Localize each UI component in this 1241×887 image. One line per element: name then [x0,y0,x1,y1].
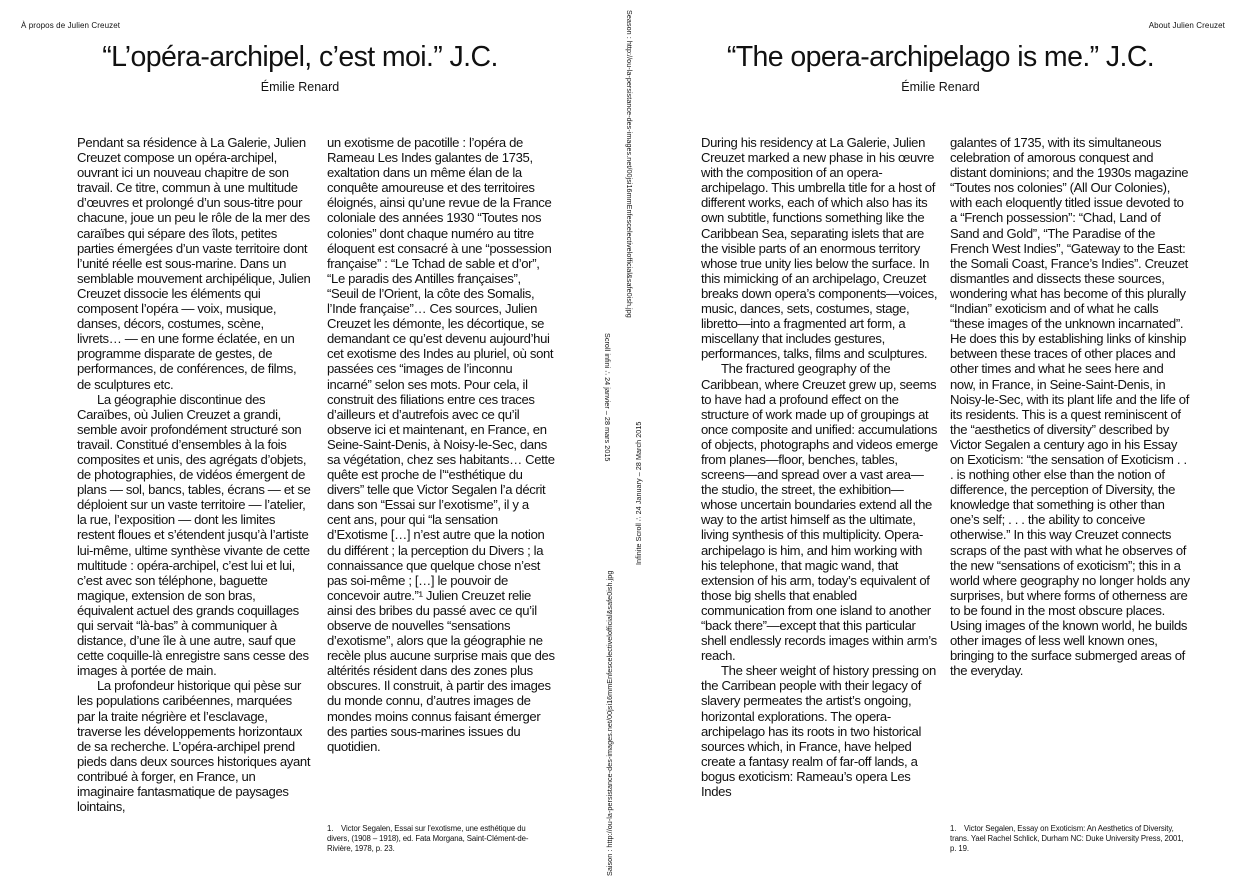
article-title: “L’opéra-archipel, c’est moi.” J.C. [102,41,498,73]
running-head: À propos de Julien Creuzet [21,21,121,30]
footnote [950,824,1190,855]
footnote-number: 1. [327,824,334,833]
paragraph: galantes of 1735, with its simultaneous celebration of amorous conquest and distant dominions; and the 1930s magazine “Toutes nos colonies” (All Our Colonies), with each eloquently titled issue devoted to a “French possession”: “Chad, Land of Sand and Gold”, “The Paradise of the French West Indies”, “Gateway to the East: the Somali Coast, France’s Indies”. Creuzet dismantles and dissects these sources, wondering what has become of this plurally “Indian” exoticism and of what he calls “these images of the unknown incarnated”. He does this by establishing links of kinship between these traces of other places and other times and what he sees here and now, in France, in Seine-Saint-Denis, in Noisy-le-Sec, with its plant life and the life of its residents. This is a quest reminiscent of the “aesthetics of diversity” described by Victor Segalen a century ago in his Essay on Exoticism: “the sensation of Exoticism . . . is nothing other else than the notion of difference, the perception of Diversity, the knowledge that something is other than one’s self; . . . the ability to conceive otherwise.” In this way Creuzet connects scraps of the past with what he observes of the new “sensations of exoticism”; this in a world where geography no longer holds any surprises, but where forms of otherness are to be found in the most obscure places. Using images of the known world, he builds other images of less well known ones, bringing to the surface submerged areas of the everyday. [950,135,1190,679]
paragraph: The fractured geography of the Caribbean, where Creuzet grew up, seems to have had a profound effect on the structure of work made up of groupings at once composite and unified: accumulations of objects, photographs and videos emerge from planes—floor, benches, tables, screens—and spread over a vast area—the studio, the street, the exhibition—whose uncertain boundaries extend all the way to the artist himself as the ultimate, living synthesis of this multiplicity. Opera-archipelago is him, and him working with his telephone, that magic wand, that extension of his arm, today’s equivalent of those big shells that enabled communication from one island to another “back there”—except that this particular shell endlessly records images within arm’s reach. [701,361,938,664]
paragraph: During his residency at La Galerie, Julien Creuzet marked a new phase in his œuvre with the composition of an opera-archipelago. This umbrella title for a host of different works, each of which also has its own subtitle, functions something like the Caribbean Sea, separating islets that are the visible parts of an enormous territory whose true unity lies below the surface. In this mimicking of an archipelago, Creuzet breaks down opera’s components—voices, music, dances, sets, costumes, stage, libretto—into a fragmented art form, a miscellany that includes gestures, performances, talks, films and sculptures. [701,135,938,362]
text-column-1 [77,135,311,814]
paragraph: un exotisme de pacotille : l’opéra de Rameau Les Indes galantes de 1735, exaltation dans un même élan de la conquête amoureuse et des territoires éloignés, ainsi qu’une revue de la France coloniale des années 1930 “Toutes nos colonies” dont chaque numéro au titre éloquent est consacré à une “possession française” : “Le Tchad de sable et d’or”, “Le paradis des Antilles françaises”, “Seuil de l’Orient, la côte des Somalis, l’Inde française”… Ces sources, Julien Creuzet les démonte, les décortique, se demandant ce qu’est devenu aujourd’hui cet exotisme des Indes au pluriel, où sont passées ces “images de l’inconnu incarné” selon ses mots. Pour cela, il construit des filiations entre ces traces d’ailleurs et d’autrefois avec ce qu’il observe ici et maintenant, en France, en Seine-Saint-Denis, à Noisy-le-Sec, dans sa végétation, chez ses habitants… Cette quête est proche de l’“esthétique du divers” telle que Victor Segalen l’a décrit dans son “Essai sur l’exotisme”, il y a cent ans, pour qui “la sensation d’Exotisme […] n’est autre que la notion du différent ; la perception du Divers ; la connaissance que quelque chose n’est pas soi-même ; […] le pouvoir de concevoir autre.”¹ Julien Creuzet relie ainsi des bribes du passé avec ce qu’il observe de nouvelles “sensations d’exotisme”, alors que la géographie ne recèle plus aucune surprise mais que des altérités résident dans des zones plus obscures. Il construit, à partir des images du monde connu, d’autres images de mondes moins connus faisant émerger des parties sous-marines issues du quotidien. [327,135,555,754]
footnote-text: Victor Segalen, Essai sur l’exotisme, une esthétique du divers, (1908 – 1918), ed. Fata Morgana, Saint-Clément-de-Rivière, 1978, p. 23. [327,824,529,854]
footnote [327,824,537,855]
vertical-exhibition-fr: Scroll infini ∴ 24 janvier – 28 mars 2015 [603,333,612,462]
right-page-english [640,0,1241,887]
text-column-1 [701,135,939,799]
paragraph: La profondeur historique qui pèse sur les populations caribéennes, marquées par la traite négrière et l’esclavage, traverse les développements horizontaux de sa recherche. L’opéra-archipel prend pieds dans deux sources historiques ayant contribué à forger, en France, un imaginaire fantasmatique de paysages lointains, [77,678,311,815]
vertical-saison-url: Saison : http://ou-la-persistance-des-images.net/00jsi16mmEnfescelectivelofficial&safe0ish.jpg [605,570,614,876]
paragraph: Pendant sa résidence à La Galerie, Julien Creuzet compose un opéra-archipel, ouvrant ici un nouveau chapitre de son travail. Ce titre, commun à une multitude d’œuvres et prolongé d’un sous-titre pour chacune, joue un peu le rôle de la mer des caraïbes qui sépare des îlots, petites parties émergées d’un vaste territoire dont l’unité réelle est sous-marine. Dans un semblable mouvement archipélique, Julien Creuzet dissocie les éléments qui composent l’opéra — voix, musique, danses, décors, costumes, scène, livrets… — en une forme éclatée, en un programme disparate de gestes, de performances, de conférences, de films, de sculptures etc. [77,135,311,392]
article-author: Émilie Renard [260,80,340,94]
vertical-season-url: Season : http://ou-la-persistance-des-images.net/00jsi16mmEnfescelectivelofficial&safe0ish.jpg [625,10,634,318]
footnote-number: 1. [950,824,957,833]
paragraph: La géographie discontinue des Caraïbes, où Julien Creuzet a grandi, semble avoir profondément structuré son travail. Constitué d’ensembles à la fois composites et unis, des agrégats d’objets, de photographies, de vidéos émergent de plans — sol, bancs, tables, écrans — et se déploient sur un vaste territoire — l’atelier, la rue, l’exposition — dont les limites restent floues et s’étendent jusqu’à l’artiste lui-même, ultime synthèse vivante de cette multitude : opéra-archipel, c’est lui et lui, c’est avec son téléphone, baguette magique, extension de son bras, équivalent actuel des grands coquillages qui servait “là-bas” à communiquer à distance, d’une île à une autre, sauf que cette coquille-là enregistre sans cesse des images à portée de main. [77,391,311,679]
article-author: Émilie Renard [901,80,980,94]
article-title: “The opera-archipelago is me.” J.C. [726,41,1155,73]
left-page-french [0,0,600,887]
footnote-text: Victor Segalen, Essay on Exoticism: An Aesthetics of Diversity, trans. Yael Rachel Schlick, Durham NC: Duke University Press, 2001, p. 19. [950,824,1184,854]
paragraph: The sheer weight of history pressing on the Carribean people with their legacy of slavery permeates the artist’s ongoing, horizontal explorations. The opera-archipelago has its roots in two historical sources which, in France, have helped create a fantasy realm of far-off lands, a bogus exoticism: Rameau’s opera Les Indes [701,663,936,800]
text-column-2 [950,135,1190,678]
text-column-2 [327,135,555,754]
running-head: About Julien Creuzet [1148,21,1225,30]
vertical-exhibition-en: Infinite Scroll ∴ 24 January – 28 March 2015 [634,421,643,565]
